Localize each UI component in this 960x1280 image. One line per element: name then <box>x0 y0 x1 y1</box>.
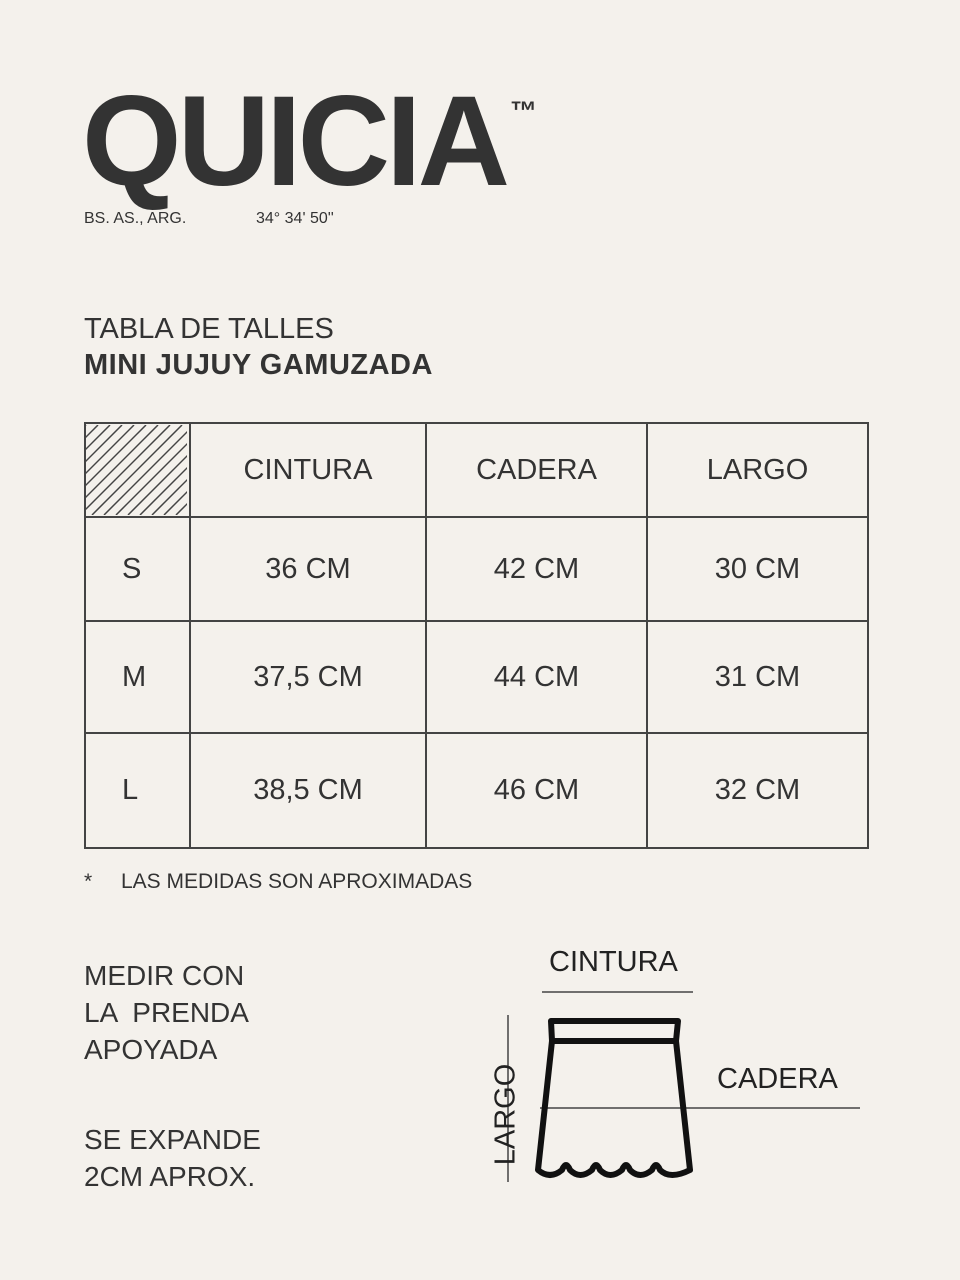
note-marker: * <box>84 870 93 893</box>
cadera-value: 44 CM <box>426 621 647 733</box>
expand-line: 2CM APROX. <box>84 1161 256 1192</box>
cintura-value: 37,5 CM <box>190 621 426 733</box>
brand-logo: QUICIA <box>82 70 506 213</box>
location-city: BS. AS., ARG. <box>84 210 187 227</box>
trademark-symbol: ™ <box>510 96 537 126</box>
largo-value: 30 CM <box>647 517 868 621</box>
cintura-value: 38,5 CM <box>190 733 426 848</box>
size-label: M <box>85 621 190 733</box>
approximate-measures-note: LAS MEDIDAS SON APROXIMADAS <box>121 870 473 893</box>
instruction-line: MEDIR CON <box>84 960 245 991</box>
largo-value: 31 CM <box>647 621 868 733</box>
size-label: S <box>85 517 190 621</box>
location-coordinates: 34° 34' 50'' <box>256 210 334 227</box>
size-chart-subtitle: TABLA DE TALLES <box>84 313 334 345</box>
product-name: MINI JUJUY GAMUZADA <box>84 349 433 381</box>
instruction-line: APOYADA <box>84 1034 218 1065</box>
skirt-icon <box>538 1021 690 1175</box>
diagram-waist-label: CINTURA <box>549 946 678 978</box>
column-header-cadera: CADERA <box>426 423 647 517</box>
size-label: L <box>85 733 190 848</box>
instruction-line: LA PRENDA <box>84 997 249 1028</box>
cadera-value: 46 CM <box>426 733 647 848</box>
diagram-length-label: LARGO <box>489 1063 522 1166</box>
expand-line: SE EXPANDE <box>84 1124 261 1155</box>
cintura-value: 36 CM <box>190 517 426 621</box>
largo-value: 32 CM <box>647 733 868 848</box>
column-header-largo: LARGO <box>647 423 868 517</box>
cadera-value: 42 CM <box>426 517 647 621</box>
column-header-cintura: CINTURA <box>190 423 426 517</box>
diagram-hip-label: CADERA <box>717 1063 838 1095</box>
